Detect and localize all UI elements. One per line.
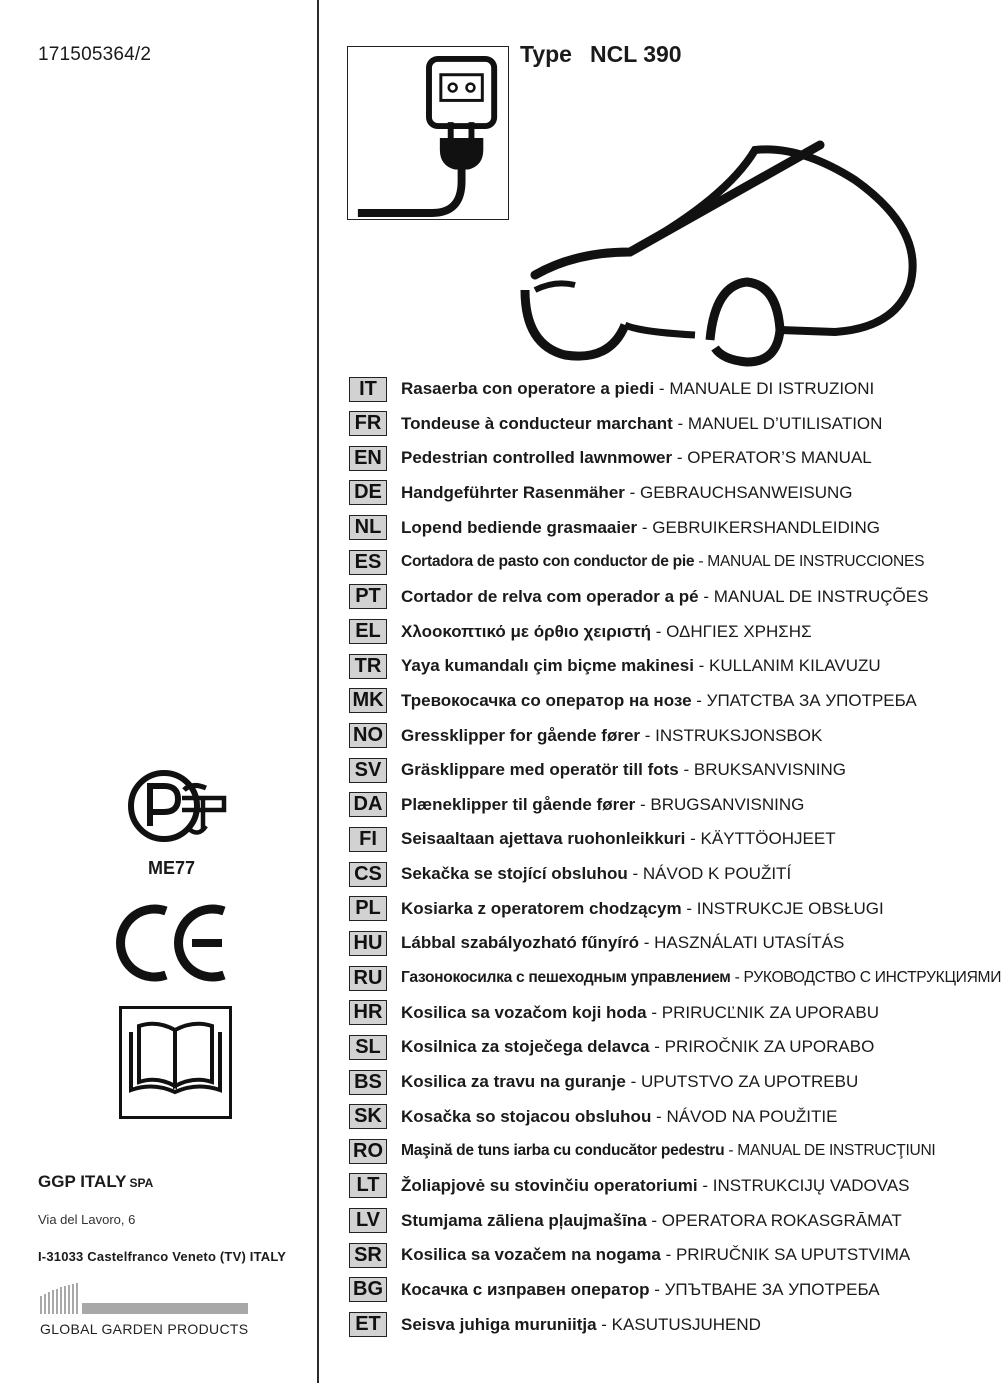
language-code-badge: BS — [349, 1070, 387, 1095]
language-text — [401, 587, 928, 607]
manual-title: MANUALE DI ISTRUZIONI — [669, 379, 875, 398]
language-code-badge: DE — [349, 480, 387, 505]
language-row-cs — [349, 860, 791, 888]
language-text — [401, 864, 791, 884]
manual-title: UPUTSTVO ZA UPOTREBU — [640, 1072, 859, 1091]
separator: - — [730, 969, 744, 987]
separator: - — [651, 621, 667, 641]
separator: - — [635, 794, 651, 814]
language-row-nl — [349, 514, 880, 542]
open-book-icon — [119, 1006, 232, 1119]
separator: - — [646, 1002, 662, 1022]
language-text — [401, 691, 917, 711]
language-code-badge: SR — [349, 1243, 387, 1268]
language-code-badge: ET — [349, 1312, 387, 1337]
manual-title: УПАТСТВА ЗА УПОТРЕБА — [706, 690, 917, 710]
separator: - — [627, 864, 643, 884]
company-street: Via del Lavoro, 6 — [38, 1212, 136, 1227]
language-text — [401, 760, 846, 780]
language-code-badge: RU — [349, 966, 387, 991]
manual-title: РУКОВОДСТВО С ИНСТРУКЦИЯМИ — [743, 969, 1001, 987]
language-row-mk — [349, 687, 917, 715]
product-title: Seisva juhiga muruniitja — [401, 1314, 597, 1334]
separator: - — [625, 1072, 641, 1091]
product-title: Kosačka so stojacou obsluhou — [401, 1106, 652, 1126]
separator: - — [697, 1175, 713, 1195]
product-title: Gressklipper for gående fører — [401, 725, 641, 745]
language-row-hr — [349, 999, 879, 1027]
separator: - — [654, 379, 670, 398]
language-text — [401, 1245, 910, 1265]
gost-r-mark-icon — [126, 768, 228, 844]
company-name: GGP ITALY SPA — [38, 1172, 154, 1191]
company-city: I-31033 Castelfranco Veneto (TV) ITALY — [38, 1249, 287, 1264]
product-title: Maşină de tuns iarba cu conducător pedestru — [401, 1142, 725, 1160]
language-text — [401, 483, 853, 503]
language-code-badge: RO — [349, 1139, 387, 1164]
language-code-badge: HU — [349, 931, 387, 956]
manual-title: BRUGSANVISNING — [650, 794, 805, 814]
language-row-da — [349, 791, 804, 819]
separator: - — [646, 1210, 662, 1230]
product-title: Plæneklipper til gående fører — [401, 794, 636, 814]
company-suffix: SPA — [129, 1176, 154, 1190]
manual-title: GEBRUIKERSHANDLEIDING — [652, 517, 880, 537]
manual-title: PRIROČNIK ZA UPORABO — [664, 1037, 875, 1057]
language-row-hu — [349, 929, 844, 957]
manual-title: BRUKSANVISNING — [693, 760, 846, 780]
product-title: Тревокосачка со оператор на нозе — [401, 690, 692, 710]
separator: - — [672, 413, 688, 433]
manual-title: PRIRUČNIK SA UPUTSTVIMA — [675, 1245, 911, 1265]
product-title: Kosilnica za stoječega delavca — [401, 1037, 650, 1057]
language-code-badge: EN — [349, 446, 387, 471]
language-code-badge: FI — [349, 827, 387, 852]
language-text — [401, 829, 836, 849]
language-row-no — [349, 722, 822, 750]
language-code-badge: MK — [349, 688, 387, 713]
language-code-badge: ES — [349, 550, 387, 575]
language-row-et — [349, 1311, 761, 1339]
product-title: Kosilica za travu na guranje — [401, 1072, 626, 1091]
manual-title: NÁVOD K POUŽITÍ — [642, 864, 792, 884]
document-code: 171505364/2 — [38, 44, 152, 65]
product-title: Cortador de relva com operador a pé — [401, 586, 699, 606]
language-code-badge: LT — [349, 1173, 387, 1198]
language-text — [401, 726, 822, 746]
language-text — [401, 969, 1001, 987]
column-divider — [317, 0, 319, 1383]
language-code-badge: SV — [349, 758, 387, 783]
language-code-badge: IT — [349, 377, 387, 402]
manual-title: OPERATORA ROKASGRĀMAT — [661, 1210, 902, 1230]
language-text — [401, 899, 884, 919]
separator: - — [649, 1279, 665, 1299]
language-text — [401, 933, 844, 953]
language-row-pl — [349, 895, 884, 923]
language-text — [401, 448, 872, 468]
language-row-es — [349, 548, 924, 576]
language-row-lv — [349, 1207, 902, 1235]
language-code-badge: PL — [349, 896, 387, 921]
language-code-badge: NO — [349, 723, 387, 748]
language-text — [401, 622, 812, 642]
language-row-bg — [349, 1276, 880, 1304]
product-title: Tondeuse à conducteur marchant — [401, 413, 673, 433]
language-text — [401, 1107, 837, 1127]
manual-title: MANUAL DE INSTRUCŢIUNI — [737, 1142, 936, 1160]
product-title: Газонокосилка с пешеходным управлением — [401, 969, 731, 987]
manual-title: ΟΔΗΓΙΕΣ ΧΡΗΣΗΣ — [666, 621, 812, 641]
language-text — [401, 1037, 874, 1057]
product-title: Yaya kumandalı çim biçme makinesi — [401, 656, 694, 676]
language-text — [401, 1072, 858, 1092]
language-row-ru — [349, 964, 1001, 992]
product-title: Sekačka se stojící obsluhou — [401, 864, 628, 884]
language-row-lt — [349, 1172, 910, 1200]
language-row-sk — [349, 1103, 837, 1131]
separator: - — [660, 1245, 676, 1265]
separator: - — [637, 517, 653, 537]
manual-title: MANUAL DE INSTRUÇÕES — [713, 586, 929, 606]
manual-title: INSTRUKCIJŲ VADOVAS — [712, 1175, 910, 1195]
separator: - — [651, 1106, 667, 1126]
separator: - — [649, 1037, 665, 1057]
language-code-badge: HR — [349, 1000, 387, 1025]
language-text — [401, 1176, 910, 1196]
language-text — [401, 795, 804, 815]
manual-title: HASZNÁLATI UTASÍTÁS — [654, 933, 845, 953]
product-title: Žoliapjovė su stovinčiu operatoriumi — [401, 1175, 698, 1195]
language-code-badge: SL — [349, 1035, 387, 1060]
product-title: Rasaerba con operatore a piedi — [401, 379, 655, 398]
language-text — [401, 1211, 902, 1231]
brand-name: GLOBAL GARDEN PRODUCTS — [40, 1321, 249, 1337]
language-text — [401, 1142, 935, 1160]
language-code-badge: CS — [349, 862, 387, 887]
separator: - — [596, 1314, 612, 1334]
manual-title: MANUEL D’UTILISATION — [687, 413, 883, 433]
language-code-badge: EL — [349, 619, 387, 644]
separator: - — [724, 1142, 738, 1160]
product-title: Lábbal szabályozható fűnyíró — [401, 933, 640, 953]
product-title: Косачка с изправен оператор — [401, 1279, 650, 1299]
language-row-pt — [349, 583, 928, 611]
language-code-badge: NL — [349, 515, 387, 540]
product-title: Kosiarka z operatorem chodzącym — [401, 898, 682, 918]
manual-title: NÁVOD NA POUŽITIE — [666, 1106, 838, 1126]
language-text — [401, 414, 882, 434]
language-code-badge: BG — [349, 1277, 387, 1302]
language-text — [401, 1315, 761, 1335]
type-label: Type — [520, 41, 572, 67]
product-title: Gräsklippare med operatör till fots — [401, 760, 679, 780]
language-code-badge: DA — [349, 792, 387, 817]
manual-title: PRIRUCĽNIK ZA UPORABU — [661, 1002, 880, 1022]
ce-mark-icon — [120, 903, 230, 983]
model-title — [520, 41, 682, 68]
product-title: Handgeführter Rasenmäher — [401, 482, 625, 502]
manual-title: MANUAL DE INSTRUCCIONES — [707, 553, 925, 571]
language-row-en — [349, 444, 872, 472]
language-row-bs — [349, 1068, 858, 1096]
product-title: Stumjama zāliena pļaujmašīna — [401, 1210, 647, 1230]
separator: - — [698, 586, 714, 606]
language-row-sr — [349, 1241, 910, 1269]
language-text — [401, 656, 881, 676]
language-row-sv — [349, 756, 846, 784]
model-number: NCL 390 — [589, 41, 682, 67]
manual-title: KULLANIM KILAVUZU — [709, 656, 881, 676]
separator: - — [681, 898, 697, 918]
separator: - — [685, 829, 701, 849]
manual-title: INSTRUKCJE OBSŁUGI — [696, 898, 884, 918]
language-row-el — [349, 618, 812, 646]
separator: - — [691, 690, 707, 710]
language-text — [401, 1003, 879, 1023]
separator: - — [678, 760, 694, 780]
manual-title: OPERATOR’S MANUAL — [687, 448, 872, 468]
separator: - — [624, 482, 640, 502]
language-text — [401, 379, 874, 399]
plug-icon — [347, 46, 509, 220]
language-row-it — [349, 375, 874, 403]
language-code-badge: FR — [349, 411, 387, 436]
product-title: Χλοοκοπτικό με όρθιο χειριστή — [401, 621, 652, 641]
language-row-tr — [349, 652, 881, 680]
language-row-fi — [349, 825, 836, 853]
language-code-badge: SK — [349, 1104, 387, 1129]
product-title: Lopend bediende grasmaaier — [401, 517, 638, 537]
language-text — [401, 553, 924, 571]
language-text — [401, 518, 880, 538]
separator: - — [639, 933, 655, 953]
language-code-badge: LV — [349, 1208, 387, 1233]
lawnmower-icon — [515, 140, 925, 370]
language-code-badge: TR — [349, 654, 387, 679]
product-title: Cortadora de pasto con conductor de pie — [401, 553, 695, 571]
separator: - — [640, 725, 656, 745]
manual-title: УПЪТВАНЕ ЗА УПОТРЕБА — [664, 1279, 880, 1299]
product-title: Pedestrian controlled lawnmower — [401, 448, 673, 468]
product-title: Seisaaltaan ajettava ruohonleikkuri — [401, 829, 686, 849]
language-row-sl — [349, 1033, 874, 1061]
manual-title: INSTRUKSJONSBOK — [655, 725, 823, 745]
manual-title: KÄYTTÖOHJEET — [700, 829, 836, 849]
manual-title: KASUTUSJUHEND — [611, 1314, 761, 1334]
ggp-logo-icon — [38, 1282, 250, 1316]
separator: - — [672, 448, 688, 468]
language-row-de — [349, 479, 853, 507]
language-row-ro — [349, 1137, 935, 1165]
separator: - — [694, 553, 708, 571]
language-text — [401, 1280, 880, 1300]
separator: - — [693, 656, 710, 676]
language-row-fr — [349, 410, 882, 438]
manual-title: GEBRAUCHSANWEISUNG — [640, 482, 853, 502]
product-title: Kosilica sa vozačom koji hoda — [401, 1002, 647, 1022]
gost-code: ME77 — [148, 858, 196, 878]
language-code-badge: PT — [349, 584, 387, 609]
product-title: Kosilica sa vozačem na nogama — [401, 1245, 661, 1265]
